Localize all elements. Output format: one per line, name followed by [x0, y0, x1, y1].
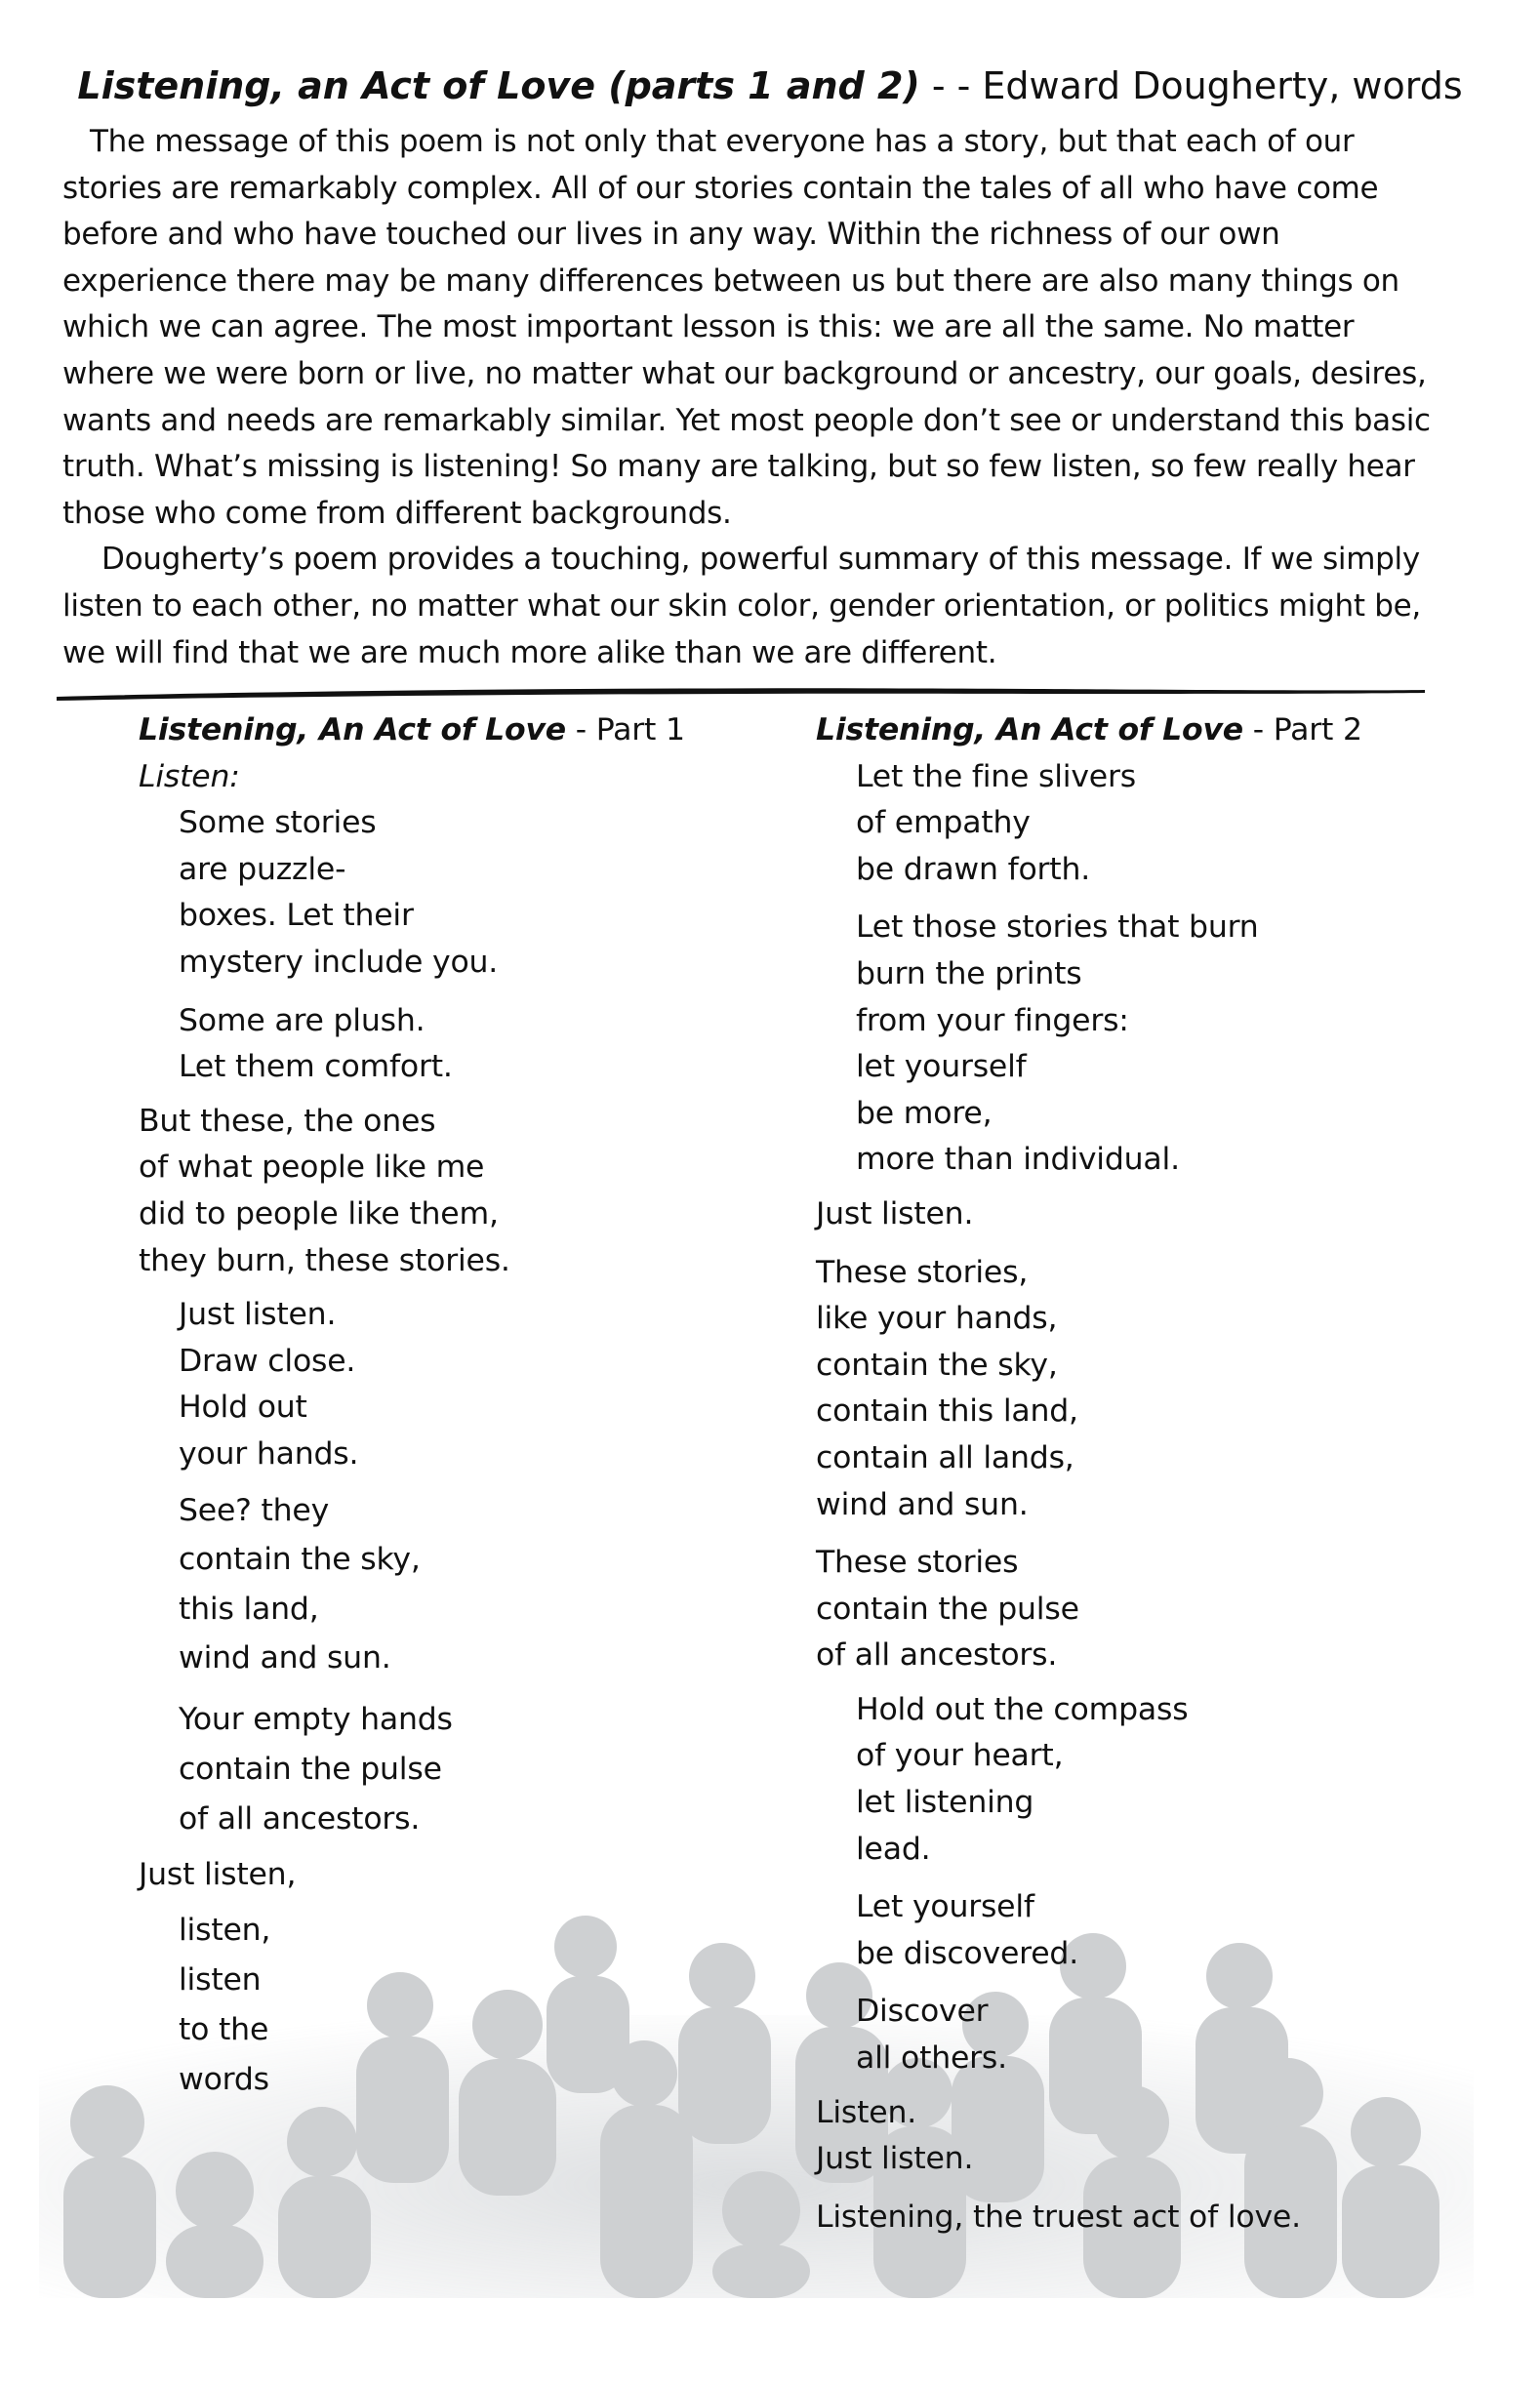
- part-1-heading-title: Listening, An Act of Love: [139, 712, 566, 747]
- intro-line: which we can agree. The most important lesson is this: we are all the same. No matter: [62, 309, 1355, 345]
- intro-line: wants and needs are remarkably similar. Yet most people don’t see or understand this basic: [62, 402, 1431, 438]
- poem-line: wind and sun.: [179, 1640, 391, 1675]
- poem-line: boxes. Let their: [179, 898, 414, 934]
- intro-paragraph-2: [62, 537, 1479, 676]
- poem-line: be discovered.: [856, 1935, 1079, 1971]
- poem-line: Draw close.: [179, 1343, 356, 1379]
- part-1-listen-label: Listen:: [139, 758, 240, 794]
- poem-line: contain the pulse: [179, 1751, 442, 1787]
- poem-line: Hold out: [179, 1390, 307, 1426]
- poem-part-2: [816, 707, 1460, 2241]
- poem-line: See? they: [179, 1492, 330, 1528]
- poem-line: Some are plush.: [179, 1002, 426, 1038]
- intro-paragraph-1: [62, 119, 1479, 537]
- part-1-heading-suffix: - Part 1: [565, 712, 685, 747]
- poem-line: But these, the ones: [139, 1103, 436, 1139]
- poem-line: let yourself: [856, 1049, 1027, 1085]
- part-2-stanza: [816, 1540, 1460, 1679]
- poem-line: lead.: [856, 1831, 931, 1867]
- intro-line: The message of this poem is not only that everyone has a story, but that each of our: [90, 124, 1355, 159]
- poem-line: contain the pulse: [816, 1591, 1079, 1627]
- poem-line: contain this land,: [816, 1393, 1078, 1430]
- part-1-stanza: [139, 1486, 763, 1683]
- part-2-stanza: [816, 2090, 1460, 2183]
- part-1-stanza: [139, 800, 763, 986]
- poem-line: from your fingers:: [856, 1002, 1129, 1038]
- poem-line: Just listen.: [816, 2141, 974, 2177]
- poem-line: of all ancestors.: [179, 1800, 421, 1837]
- part-1-stanza: [139, 1695, 763, 1844]
- intro-line: before and who have touched our lives in any way. Within the richness of our own: [62, 217, 1280, 253]
- poem-line: be more,: [856, 1095, 993, 1131]
- poem-line: These stories,: [816, 1254, 1029, 1290]
- poem-line: Just listen.: [816, 1195, 974, 1231]
- intro-text: [62, 119, 1479, 676]
- poem-line: Just listen,: [139, 1856, 297, 1892]
- poem-line: of all ancestors.: [816, 1637, 1058, 1674]
- poem-line: your hands.: [179, 1435, 359, 1472]
- poem-line: did to people like them,: [139, 1195, 499, 1231]
- page-title: [0, 59, 1540, 113]
- part-2-heading-title: Listening, An Act of Love: [816, 712, 1243, 747]
- poem-line: Listening, the truest act of love.: [816, 2199, 1301, 2235]
- part-2-stanza: [816, 1884, 1460, 1977]
- poem-line: let listening: [856, 1785, 1034, 1821]
- part-2-stanza: [816, 1250, 1460, 1529]
- intro-line: we will find that we are much more alike than we are different.: [62, 634, 997, 670]
- intro-line: experience there may be many differences between us but there are also many things on: [62, 262, 1399, 299]
- poem-line: all others.: [856, 2040, 1007, 2077]
- poem-line: Let those stories that burn: [856, 909, 1259, 946]
- poem-line: they burn, these stories.: [139, 1242, 510, 1278]
- poem-line: mystery include you.: [179, 944, 499, 980]
- title-author: - - Edward Dougherty, words: [919, 64, 1463, 107]
- poem-line: contain the sky,: [179, 1542, 421, 1577]
- part-1-heading: [139, 707, 763, 754]
- poem-line: Let the fine slivers: [856, 758, 1136, 794]
- title-italic: Listening, an Act of Love (parts 1 and 2): [77, 64, 920, 107]
- poem-part-1: [139, 707, 763, 2105]
- divider-rule: [57, 685, 1425, 703]
- poem-line: of what people like me: [139, 1150, 485, 1186]
- part-1-stanza: [139, 1906, 763, 2105]
- intro-line: those who come from different backgrounds.: [62, 495, 732, 531]
- part-2-stanza: [816, 1687, 1460, 1873]
- poem-line: more than individual.: [856, 1142, 1180, 1178]
- poem-line: Let yourself: [856, 1889, 1034, 1925]
- poem-line: Your empty hands: [179, 1701, 453, 1737]
- part-2-stanza: [816, 1191, 1460, 1238]
- poem-line: to the: [179, 2012, 269, 2048]
- part-2-stanza: [816, 754, 1460, 894]
- intro-line: stories are remarkably complex. All of our stories contain the tales of all who have come: [62, 170, 1379, 206]
- poem-line: contain all lands,: [816, 1439, 1074, 1475]
- poem-line: be drawn forth.: [856, 851, 1091, 887]
- part-1-stanza: [139, 1099, 763, 1284]
- poem-line: Just listen.: [179, 1297, 337, 1333]
- poem-line: words: [179, 2062, 269, 2098]
- intro-line: listen to each other, no matter what our skin color, gender orientation, or politics might be,: [62, 587, 1421, 624]
- part-2-heading-suffix: - Part 2: [1242, 712, 1362, 747]
- part-1-stanza: [139, 1852, 763, 1899]
- poem-line: Let them comfort.: [179, 1049, 453, 1085]
- poem-line: These stories: [816, 1545, 1019, 1581]
- poem-line: wind and sun.: [816, 1486, 1029, 1522]
- poem-line: burn the prints: [856, 955, 1082, 991]
- poem-line: like your hands,: [816, 1301, 1058, 1337]
- poem-line: are puzzle-: [179, 851, 346, 887]
- part-2-stanza: [816, 2195, 1460, 2241]
- part-2-stanza: [816, 905, 1460, 1184]
- intro-line: Dougherty’s poem provides a touching, powerful summary of this message. If we simply: [101, 542, 1420, 578]
- poem-line: this land,: [179, 1591, 319, 1627]
- part-2-stanza: [816, 1989, 1460, 2081]
- part-1-stanza: [139, 1292, 763, 1477]
- poem-line: Some stories: [179, 805, 377, 841]
- part-1-stanza: [139, 998, 763, 1091]
- poem-line: Listen.: [816, 2094, 917, 2130]
- part-2-heading: [816, 707, 1460, 754]
- poem-line: Hold out the compass: [856, 1691, 1189, 1727]
- poem-line: listen: [179, 1962, 262, 1998]
- poem-line: contain the sky,: [816, 1347, 1058, 1383]
- poem-line: listen,: [179, 1913, 271, 1949]
- intro-line: where we were born or live, no matter what our background or ancestry, our goals, desires,: [62, 355, 1427, 391]
- poem-line: of your heart,: [856, 1738, 1064, 1774]
- poem-line: Discover: [856, 1994, 989, 2030]
- poem-line: of empathy: [856, 805, 1031, 841]
- intro-line: truth. What’s missing is listening! So many are talking, but so few listen, so few really hear: [62, 449, 1415, 485]
